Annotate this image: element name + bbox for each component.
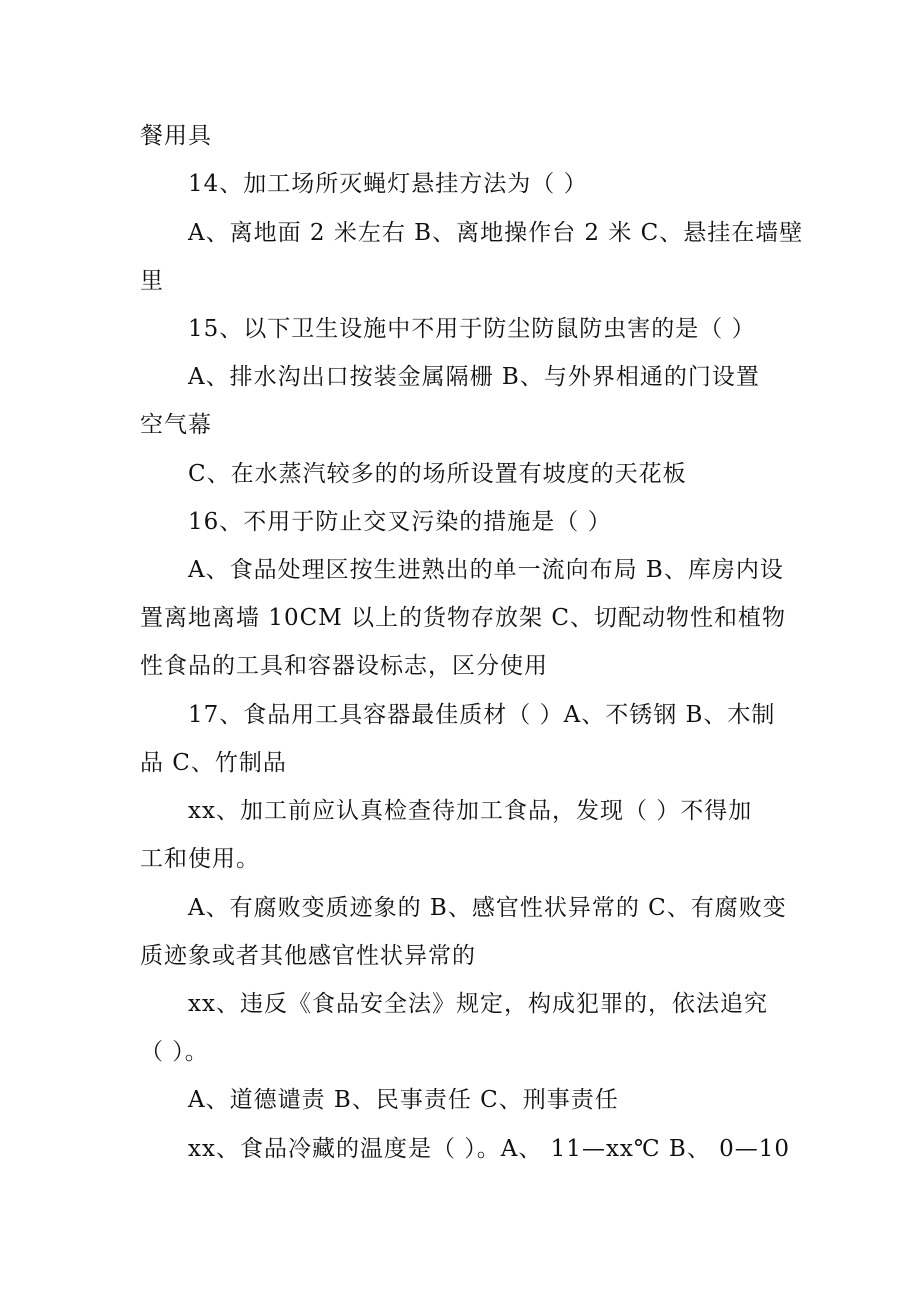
question-xx-inspection: xx、加工前应认真检查待加工食品，发现（ ）不得加 [188, 798, 753, 824]
question-xx-temperature: xx、食品冷藏的温度是（ ）。A、 11—xx℃ B、 0—10 [188, 1136, 791, 1162]
text-line: 工和使用。 [140, 846, 260, 872]
text-line: 性食品的工具和容器设标志，区分使用 [140, 653, 548, 679]
question-14-options: A、离地面 2 米左右 B、离地操作台 2 米 C、悬挂在墙壁 [188, 220, 804, 246]
text-line: （ ）。 [140, 1039, 209, 1065]
text-line: 质迹象或者其他感官性状异常的 [140, 943, 476, 969]
question-xx-law: xx、违反《食品安全法》规定，构成犯罪的，依法追究 [188, 991, 768, 1017]
question-xx-inspection-options: A、有腐败变质迹象的 B、感官性状异常的 C、有腐败变 [188, 895, 787, 921]
question-15-options: A、排水沟出口按装金属隔栅 B、与外界相通的门设置 [188, 364, 760, 390]
text-line: 品 C、竹制品 [140, 750, 287, 776]
question-16: 16、不用于防止交叉污染的措施是（ ） [188, 509, 612, 535]
text-line: 餐用具 [140, 123, 212, 149]
question-14: 14、加工场所灭蝇灯悬挂方法为（ ） [188, 171, 588, 197]
question-16-options: A、食品处理区按生进熟出的单一流向布局 B、库房内设 [188, 557, 784, 583]
question-15: 15、以下卫生设施中不用于防尘防鼠防虫害的是（ ） [188, 316, 756, 342]
question-17: 17、食品用工具容器最佳质材（ ）A、不锈钢 B、木制 [188, 702, 776, 728]
question-xx-law-options: A、道德谴责 B、民事责任 C、刑事责任 [188, 1087, 619, 1113]
text-line: 空气幕 [140, 412, 212, 438]
text-line: 置离地离墙 10CM 以上的货物存放架 C、切配动物性和植物 [140, 605, 786, 631]
text-line: 里 [140, 268, 164, 294]
question-15-option-c: C、在水蒸汽较多的的场所设置有坡度的天花板 [188, 461, 687, 487]
